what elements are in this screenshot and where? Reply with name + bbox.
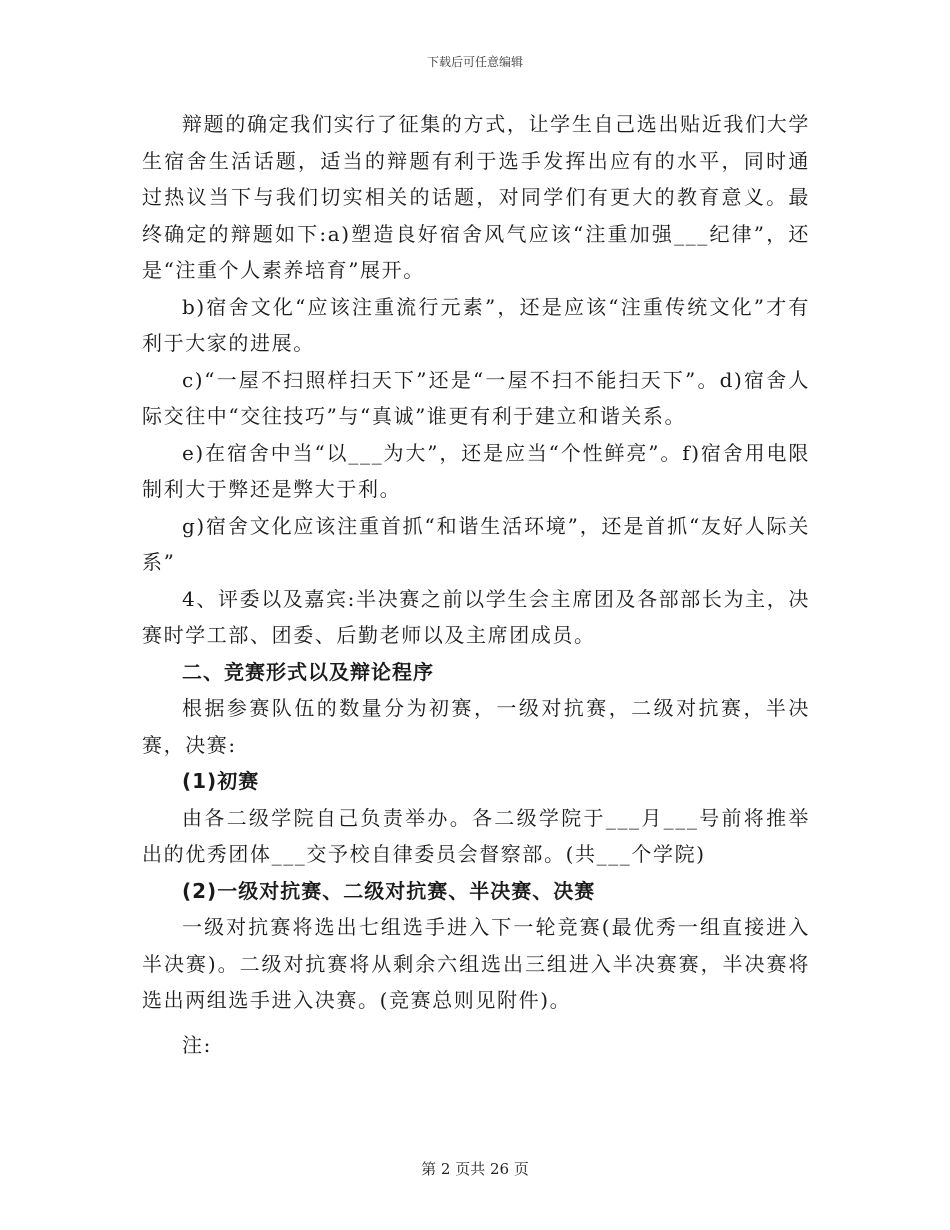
paragraph-topic-g: g)宿舍文化应该注重首抓“和谐生活环境”，还是首抓“友好人际关系” — [142, 513, 810, 574]
spacer — [142, 1019, 810, 1027]
note-label: 注: — [182, 1032, 212, 1057]
paragraph-topic-c-d: c)“一屋不扫照样扫天下”还是“一屋不扫不能扫天下”。d)宿舍人际交往中“交往技巧”与“真诚”谁更有利于建立和谐关系。 — [142, 367, 810, 428]
paragraph-format-intro: 根据参赛队伍的数量分为初赛，一级对抗赛，二级对抗赛，半决赛，决赛: — [142, 696, 810, 757]
subsection-heading-preliminary: (1)初赛 — [182, 769, 260, 793]
paragraph-debate-topics-intro: 辩题的确定我们实行了征集的方式，让学生自己选出贴近我们大学生宿舍生活话题，适当的辩题有利于选手发挥出应有的水平，同时通过热议当下与我们切实相关的话题，对同学们有更大的教育意义。最终确定的辩题如下:a)塑造良好宿舍风气应该“注重加强___纪律”，还是“注重个人素养培育”展开。 — [142, 112, 810, 282]
section-heading-format: 二、竞赛形式以及辩论程序 — [182, 659, 434, 684]
paragraph-judges-guests: 4、评委以及嘉宾:半决赛之前以学生会主席团及各部部长为主，决赛时学工部、团委、后勤老师以及主席团成员。 — [142, 586, 810, 647]
paragraph-topic-b: b)宿舍文化“应该注重流行元素”，还是应该“注重传统文化”才有利于大家的进展。 — [142, 294, 810, 355]
page-header-note: 下载后可任意编辑 — [426, 55, 523, 69]
page-footer-indicator: 第 2 页共 26 页 — [421, 1160, 529, 1178]
paragraph-rounds: 一级对抗赛将选出七组选手进入下一轮竞赛(最优秀一组直接进入半决赛)。二级对抗赛将从剩余六组选出三组进入半决赛赛，半决赛将选出两组选手进入决赛。(竞赛总则见附件)。 — [142, 915, 810, 1012]
document-body — [142, 106, 810, 1063]
paragraph-preliminary: 由各二级学院自己负责举办。各二级学院于___月___号前将推举出的优秀团体___交予校自律委员会督察部。(共___个学院) — [142, 805, 810, 866]
paragraph-topic-e-f: e)在宿舍中当“以___为大”，还是应当“个性鲜亮”。f)宿舍用电限制利大于弊还是弊大于利。 — [142, 440, 810, 501]
subsection-heading-rounds: (2)一级对抗赛、二级对抗赛、半决赛、决赛 — [182, 878, 596, 903]
